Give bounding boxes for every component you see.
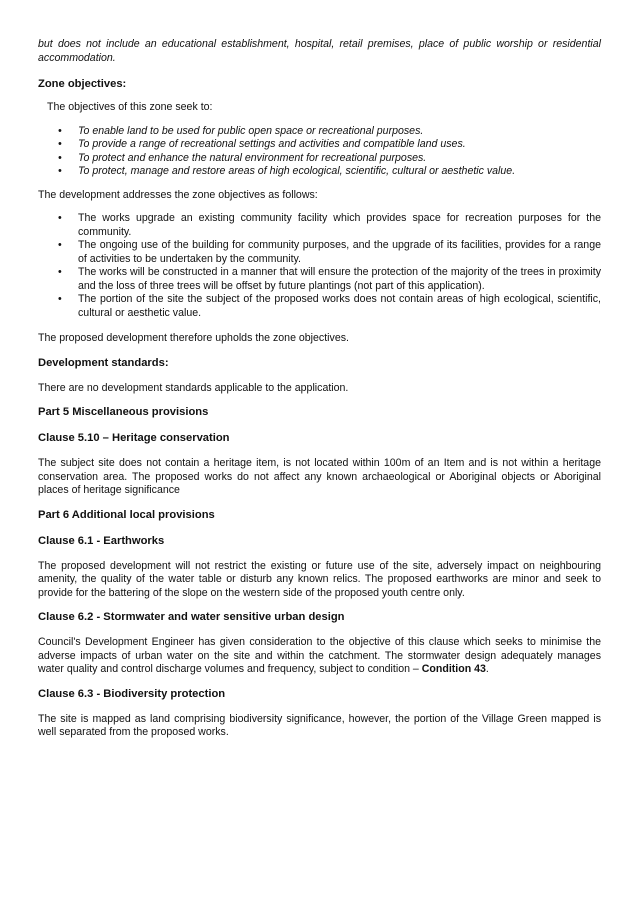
condition-reference: Condition 43 xyxy=(421,663,486,675)
clause-6-2-heading: Clause 6.2 - Stormwater and water sensitive urban design xyxy=(38,611,345,623)
clause-6-1-heading: Clause 6.1 - Earthworks xyxy=(38,534,165,547)
list-item: • The works will be constructed in a manner that will ensure the protection of the majority of the trees in proximity and the loss of three trees will be offset by future plantings (not part of this application). xyxy=(38,266,601,293)
clause-6-2-tail: . xyxy=(485,663,489,675)
document-page xyxy=(38,38,601,740)
clause-6-3-heading: Clause 6.3 - Biodiversity protection xyxy=(38,687,226,700)
clause-6-2-body: Council's Development Engineer has given consideration to the objective of this clause which seeks to minimise the adverse impacts of urban water on the site and within the catchment. The stormwater design adequately manages water quality and control discharge volumes and frequency, subject to condition – xyxy=(38,636,601,675)
clause-5-10-heading: Clause 5.10 – Heritage conservation xyxy=(38,432,230,444)
zone-conclusion: The proposed development therefore upholds the zone objectives. xyxy=(38,332,349,344)
list-item: • The portion of the site the subject of the proposed works does not contain areas of high ecological, scientific, cultural or aesthetic value. xyxy=(38,293,601,320)
list-item: • The ongoing use of the building for community purposes, and the upgrade of its facilities, provides for a range of activities to be undertaken by the community. xyxy=(38,239,601,266)
response-lead: The development addresses the zone objectives as follows: xyxy=(38,188,318,201)
clause-6-2-text xyxy=(38,636,601,677)
part5-heading: Part 5 Miscellaneous provisions xyxy=(38,406,209,418)
list-item: • To protect, manage and restore areas of high ecological, scientific, cultural or aesthetic value. xyxy=(38,165,601,179)
development-standards-heading: Development standards: xyxy=(38,356,169,369)
zone-objectives-lead: The objectives of this zone seek to: xyxy=(47,101,213,113)
intro-paragraph: but does not include an educational establishment, hospital, retail premises, place of public worship or residential accommodation. xyxy=(38,38,601,64)
list-item: • To protect and enhance the natural environment for recreational purposes. xyxy=(38,152,601,166)
zone-objectives-heading: Zone objectives: xyxy=(38,78,127,90)
list-item: • The works upgrade an existing community facility which provides space for recreation purposes for the community. xyxy=(38,212,601,239)
clause-5-10-text: The subject site does not contain a heritage item, is not located within 100m of an Item and is not within a heritage conservation area. The proposed works do not affect any known archaeological or Aboriginal objects or Aboriginal places of heritage significance xyxy=(38,457,601,496)
clause-6-1-text: The proposed development will not restrict the existing or future use of the site, adversely impact on neighbouring amenity, the quality of the water table or disturb any known relics. The proposed earthworks are minor and seek to provide for the battering of the slope on the western side of the proposed youth centre only. xyxy=(38,559,601,599)
zone-objectives-list xyxy=(38,125,601,179)
zone-responses-list xyxy=(38,212,601,320)
part6-heading: Part 6 Additional local provisions xyxy=(38,508,215,521)
development-standards-text: There are no development standards applicable to the application. xyxy=(38,381,349,394)
list-item: • To provide a range of recreational settings and activities and compatible land uses. xyxy=(38,138,601,152)
list-item: • To enable land to be used for public open space or recreational purposes. xyxy=(38,125,601,139)
clause-6-3-text: The site is mapped as land comprising biodiversity significance, however, the portion of the Village Green mapped is well separated from the proposed works. xyxy=(38,712,601,738)
